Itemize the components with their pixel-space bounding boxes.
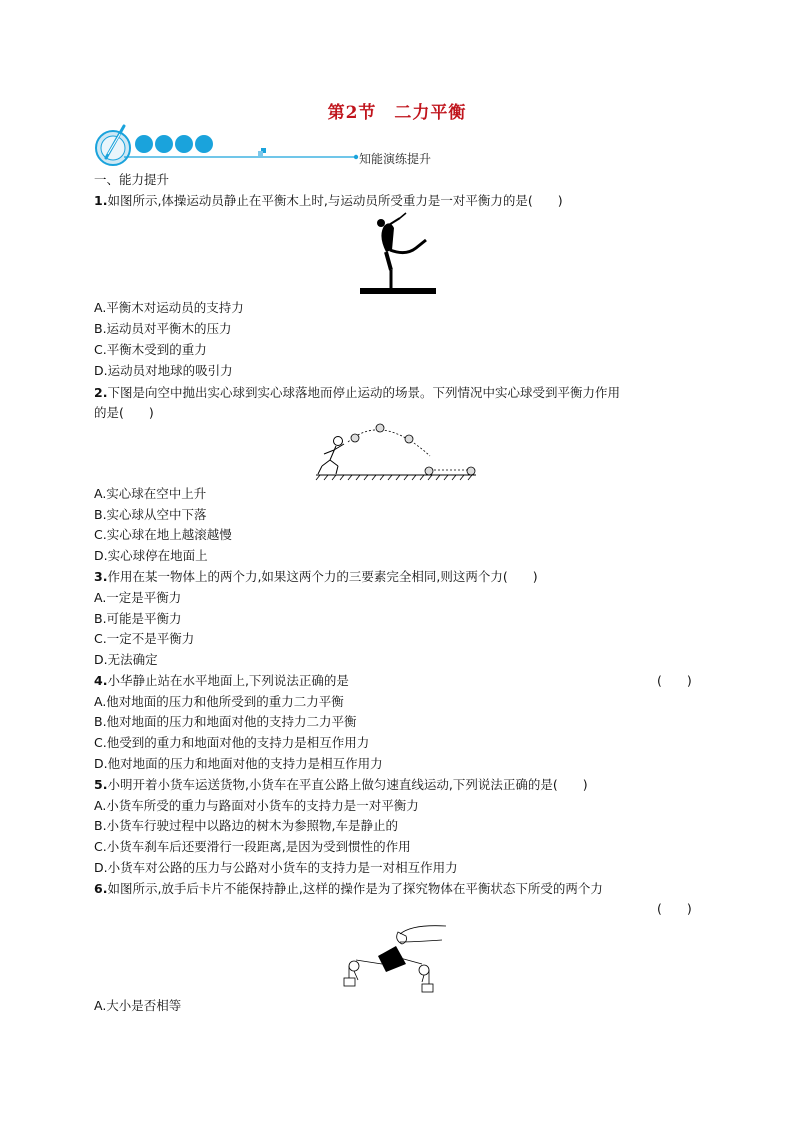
card-pulley-experiment-figure	[342, 920, 450, 996]
banner-dot-2	[155, 135, 173, 153]
q2-option-a: A.实心球在空中上升	[94, 486, 207, 501]
q1-option-a: A.平衡木对运动员的支持力	[94, 300, 244, 315]
q6-answer-paren: ( )	[657, 901, 692, 916]
section-title: 二力平衡	[394, 103, 467, 123]
banner-label: 知能演练提升	[359, 152, 432, 166]
banner-dot-4	[195, 135, 213, 153]
q3-option-a: A.一定是平衡力	[94, 590, 182, 605]
q4-option-c: C.他受到的重力和地面对他的支持力是相互作用力	[94, 735, 370, 750]
q2-option-c: C.实心球在地上越滚越慢	[94, 527, 232, 542]
question-2-stem: 2.下图是向空中抛出实心球到实心球落地而停止运动的场景。下列情况中实心球受到平衡力作用	[94, 385, 620, 400]
q1-option-d: D.运动员对地球的吸引力	[94, 363, 233, 378]
banner-dot-3	[175, 135, 193, 153]
q2-option-d: D.实心球停在地面上	[94, 548, 208, 563]
q4-option-b: B.他对地面的压力和地面对他的支持力二力平衡	[94, 714, 357, 729]
section-heading: 一、能力提升	[94, 172, 170, 187]
question-3-stem: 3.作用在某一物体上的两个力,如果这两个力的三要素完全相同,则这两个力( )	[94, 569, 538, 584]
q4-option-d: D.他对地面的压力和地面对他的支持力是相互作用力	[94, 756, 383, 771]
q3-option-b: B.可能是平衡力	[94, 611, 182, 626]
question-2-stem-cont: 的是( )	[94, 405, 154, 420]
q5-option-a: A.小货车所受的重力与路面对小货车的支持力是一对平衡力	[94, 798, 419, 813]
q6-option-a: A.大小是否相等	[94, 998, 182, 1013]
section-prefix: 第2节	[327, 103, 377, 123]
question-6-stem: 6.如图所示,放手后卡片不能保持静止,这样的操作是为了探究物体在平衡状态下所受的两个力	[94, 881, 603, 896]
q3-option-d: D.无法确定	[94, 652, 158, 667]
question-1-stem: 1.如图所示,体操运动员静止在平衡木上时,与运动员所受重力是一对平衡力的是( )	[94, 193, 563, 208]
q4-option-a: A.他对地面的压力和他所受到的重力二力平衡	[94, 694, 344, 709]
question-4-stem: 4.小华静止站在水平地面上,下列说法正确的是	[94, 673, 349, 688]
gymnast-balance-beam-figure	[356, 210, 438, 296]
q1-option-b: B.运动员对平衡木的压力	[94, 321, 232, 336]
q2-option-b: B.实心球从空中下落	[94, 507, 207, 522]
question-5-stem: 5.小明开着小货车运送货物,小货车在平直公路上做匀速直线运动,下列说法正确的是( )	[94, 777, 588, 792]
q5-option-c: C.小货车刹车后还要滑行一段距离,是因为受到惯性的作用	[94, 839, 411, 854]
q4-answer-paren: ( )	[657, 673, 692, 688]
shot-put-trajectory-figure	[314, 420, 478, 482]
q5-option-b: B.小货车行驶过程中以路边的树木为参照物,车是静止的	[94, 818, 399, 833]
q5-option-d: D.小货车对公路的压力与公路对小货车的支持力是一对相互作用力	[94, 860, 458, 875]
q1-option-c: C.平衡木受到的重力	[94, 342, 207, 357]
q3-option-c: C.一定不是平衡力	[94, 631, 195, 646]
banner-dot-1	[135, 135, 153, 153]
